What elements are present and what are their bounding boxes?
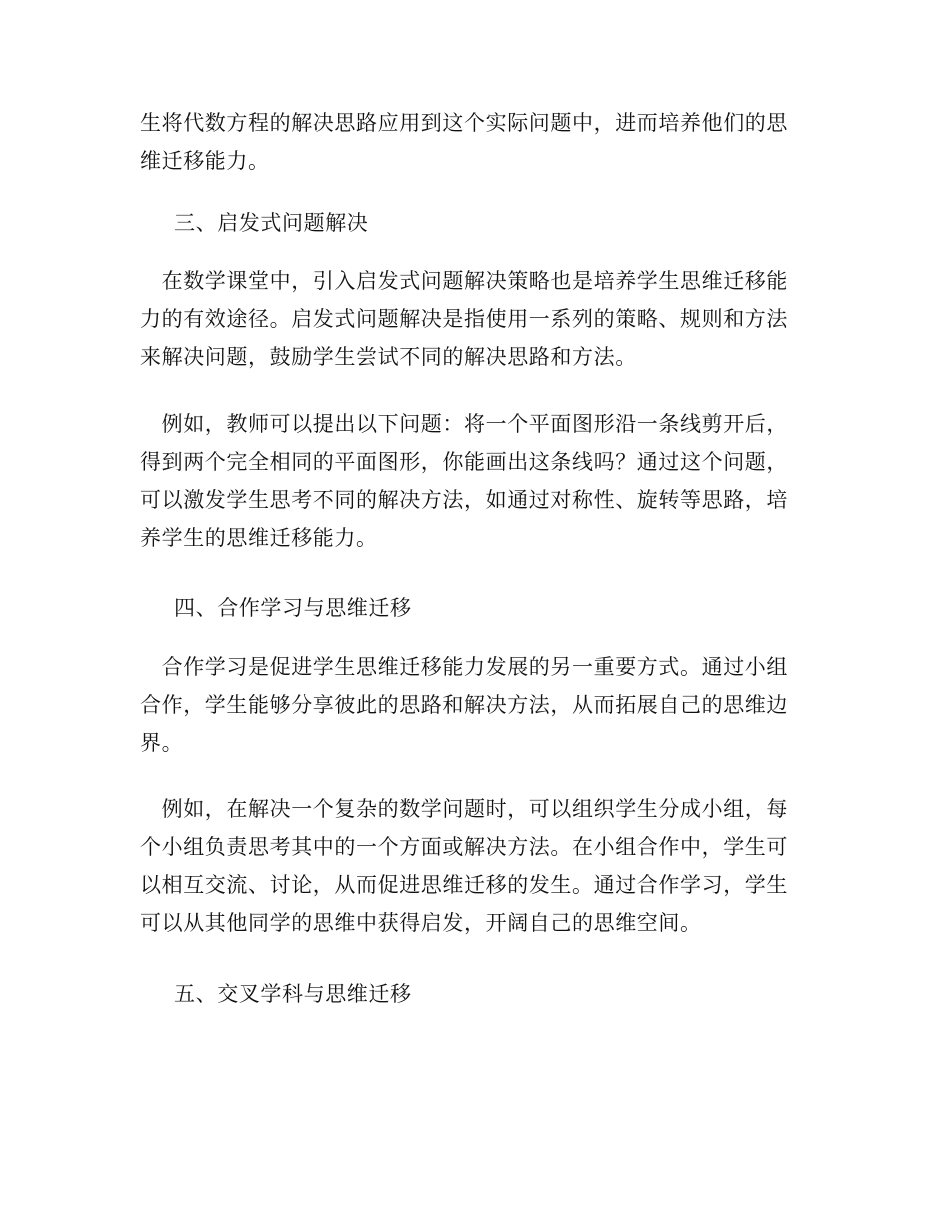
- section-heading-cooperative: 四、合作学习与思维迁移: [174, 596, 412, 620]
- paragraph-line: 合作，学生能够分享彼此的思路和解决方法，从而拓展自己的思维边: [140, 693, 788, 717]
- paragraph-cooperative-intro: [140, 648, 810, 762]
- paragraph-line: 力的有效途径。启发式问题解决是指使用一系列的策略、规则和方法: [140, 307, 788, 331]
- section-heading-interdisciplinary: 五、交叉学科与思维迁移: [174, 982, 412, 1006]
- paragraph-line: 合作学习是促进学生思维迁移能力发展的另一重要方式。通过小组: [140, 655, 788, 679]
- paragraph-line: 生将代数方程的解决思路应用到这个实际问题中，进而培养他们的思: [140, 111, 788, 135]
- paragraph-heuristic-intro: [140, 262, 810, 376]
- paragraph-line: 养学生的思维迁移能力。: [140, 526, 378, 550]
- paragraph-heuristic-example: [140, 405, 810, 557]
- paragraph-line: 在数学课堂中，引入启发式问题解决策略也是培养学生思维迁移能: [140, 269, 788, 293]
- paragraph-line: 可以从其他同学的思维中获得启发，开阔自己的思维空间。: [140, 911, 702, 935]
- paragraph-continuation: [140, 104, 810, 180]
- paragraph-line: 以相互交流、讨论，从而促进思维迁移的发生。通过合作学习，学生: [140, 873, 788, 897]
- paragraph-cooperative-example: [140, 790, 810, 942]
- paragraph-line: 例如，在解决一个复杂的数学问题时，可以组织学生分成小组，每: [140, 797, 788, 821]
- paragraph-line: 来解决问题，鼓励学生尝试不同的解决思路和方法。: [140, 345, 637, 369]
- paragraph-line: 维迁移能力。: [140, 149, 270, 173]
- paragraph-line: 可以激发学生思考不同的解决方法，如通过对称性、旋转等思路，培: [140, 488, 788, 512]
- section-heading-heuristic: 三、启发式问题解决: [174, 211, 369, 235]
- paragraph-line: 个小组负责思考其中的一个方面或解决方法。在小组合作中，学生可: [140, 835, 788, 859]
- paragraph-line: 得到两个完全相同的平面图形，你能画出这条线吗？通过这个问题，: [140, 450, 788, 474]
- paragraph-line: 界。: [140, 731, 184, 755]
- paragraph-line: 例如，教师可以提出以下问题：将一个平面图形沿一条线剪开后，: [140, 412, 788, 436]
